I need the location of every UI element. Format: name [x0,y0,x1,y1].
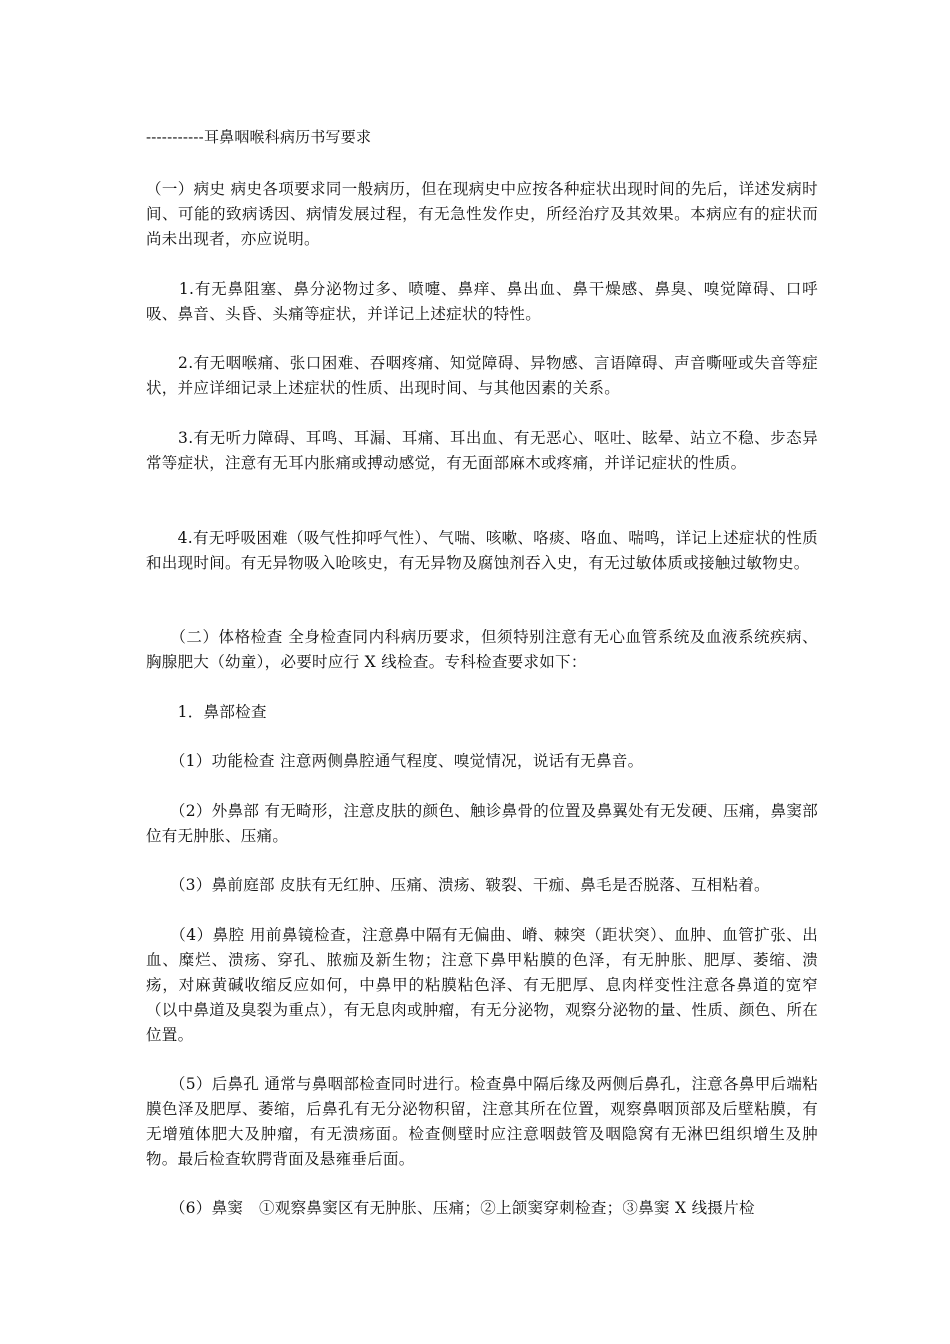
paragraph-nose-exam-heading: 1．鼻部检查 [146,703,267,721]
paragraph-posterior-naris: （5）后鼻孔 通常与鼻咽部检查同时进行。检查鼻中隔后缘及两侧后鼻孔，注意各鼻甲后端粘膜色泽及肥厚、萎缩，后鼻孔有无分泌物积留，注意其所在位置，观察鼻咽顶部及后壁粘膜，有无增殖体肥大及肿瘤，有无溃疡面。检查侧壁时应注意咽鼓管及咽隐窝有无淋巴组织增生及肿物。最后检查软腭背面及悬雍垂后面。 [146,1075,818,1168]
paragraph-physical-exam: （二）体格检查 全身检查同内科病历要求，但须特别注意有无心血管系统及血液系统疾病、胸腺肥大（幼童），必要时应行 X 线检查。专科检查要求如下： [146,628,818,671]
paragraph-item-1-nose-symptoms: 1.有无鼻阻塞、鼻分泌物过多、喷嚏、鼻痒、鼻出血、鼻干燥感、鼻臭、嗅觉障碍、口呼吸、鼻音、头昏、头痛等症状，并详记上述症状的特性。 [146,280,818,323]
paragraph-external-nose: （2）外鼻部 有无畸形，注意皮肤的颜色、触诊鼻骨的位置及鼻翼处有无发硬、压痛，鼻窦部位有无肿胀、压痛。 [146,802,818,845]
paragraph-function-check: （1）功能检查 注意两侧鼻腔通气程度、嗅觉情况，说话有无鼻音。 [146,752,644,770]
paragraph-sinus: （6）鼻窦 ①观察鼻窦区有无肿胀、压痛；②上颌窦穿刺检查；③鼻窦 X 线摄片检 [146,1199,755,1217]
paragraph-nasal-vestibule: （3）鼻前庭部 皮肤有无红肿、压痛、溃疡、皲裂、干痂、鼻毛是否脱落、互相粘着。 [146,876,770,894]
paragraph-item-4-breathing-symptoms: 4.有无呼吸困难（吸气性抑呼气性）、气喘、咳嗽、咯痰、咯血、喘鸣，详记上述症状的性质和出现时间。有无异物吸入呛咳史，有无异物及腐蚀剂吞入史，有无过敏体质或接触过敏物史。 [146,529,818,572]
paragraph-history: （一）病史 病史各项要求同一般病历，但在现病史中应按各种症状出现时间的先后，详述发病时间、可能的致病诱因、病情发展过程，有无急性发作史，所经治疗及其效果。本病应有的症状而尚未出现者，亦应说明。 [146,180,818,248]
paragraph-item-3-ear-symptoms: 3.有无听力障碍、耳鸣、耳漏、耳痛、耳出血、有无恶心、呕吐、眩晕、站立不稳、步态异常等症状，注意有无耳内胀痛或搏动感觉，有无面部麻木或疼痛，并详记症状的性质。 [146,429,818,472]
paragraph-item-2-throat-symptoms: 2.有无咽喉痛、张口困难、吞咽疼痛、知觉障碍、异物感、言语障碍、声音嘶哑或失音等症状，并应详细记录上述症状的性质、出现时间、与其他因素的关系。 [146,354,818,397]
document-title: -----------耳鼻咽喉科病历书写要求 [146,128,372,146]
paragraph-nasal-cavity: （4）鼻腔 用前鼻镜检查，注意鼻中隔有无偏曲、嵴、棘突（距状突）、血肿、血管扩张、出血、糜烂、溃疡、穿孔、脓痂及新生物；注意下鼻甲粘膜的色泽，有无肿胀、肥厚、萎缩、溃疡，对麻黄碱收缩反应如何，中鼻甲的粘膜粘色泽、有无肥厚、息肉样变性注意各鼻道的宽窄（以中鼻道及臭裂为重点），有无息肉或肿瘤，有无分泌物，观察分泌物的量、性质、颜色、所在位置。 [146,926,818,1044]
